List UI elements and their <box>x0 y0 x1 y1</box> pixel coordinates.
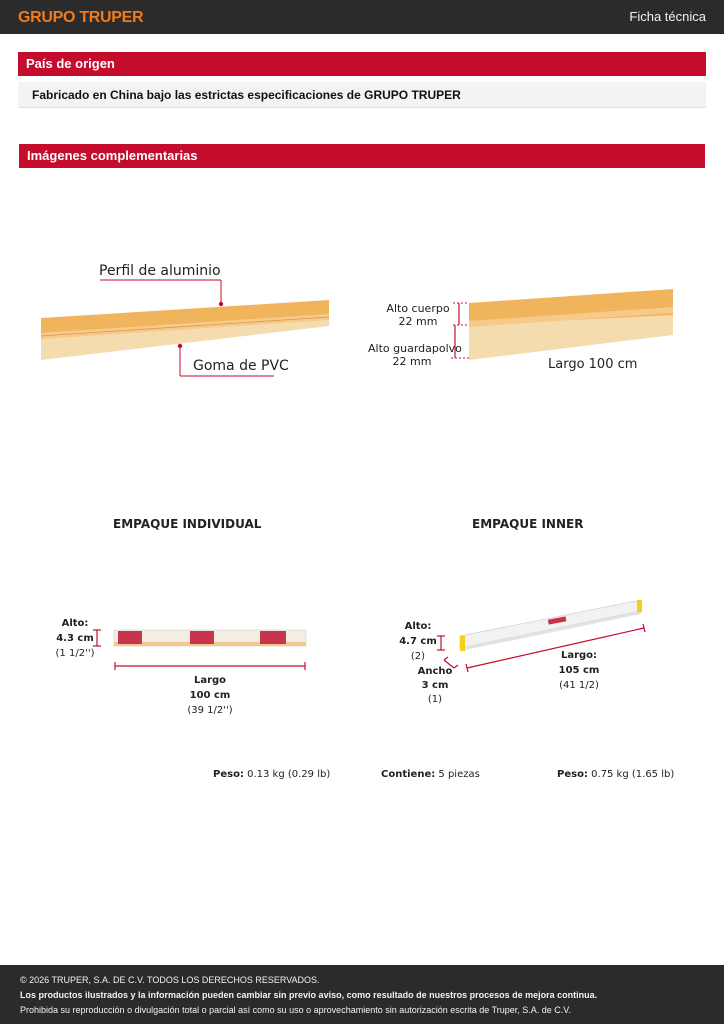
inner-width-title: Ancho <box>417 666 453 677</box>
inner-width-value: 3 cm <box>421 680 449 691</box>
inner-contents <box>381 769 480 780</box>
individual-height <box>50 616 100 661</box>
inner-length-value: 105 cm <box>558 665 600 676</box>
inner-height <box>395 619 441 664</box>
images-section-title: Imágenes complementarias <box>19 144 705 168</box>
body-height-value: 22 mm <box>398 315 438 328</box>
individual-weight-value: 0.13 kg (0.29 lb) <box>243 769 331 780</box>
inner-length-inch: (41 1/2) <box>559 680 599 691</box>
inner-pack-title: EMPAQUE INNER <box>472 517 584 531</box>
inner-length <box>548 648 610 693</box>
document-type: Ficha técnica <box>629 9 706 24</box>
length-label: Largo 100 cm <box>548 357 638 372</box>
inner-width-inch: (1) <box>427 694 443 705</box>
pack-label-1 <box>118 631 142 644</box>
footer-copyright: © 2026 TRUPER, S.A. DE C.V. TODOS LOS DERECHOS RESERVADOS. <box>20 975 320 985</box>
footer-notice: Los productos ilustrados y la información pueden cambiar sin previo aviso, como resultado de nuestros procesos de mejora continua. <box>20 990 598 1000</box>
inner-weight-value: 0.75 kg (1.65 lb) <box>587 769 675 780</box>
inner-width <box>412 665 458 707</box>
inner-height-title: Alto: <box>404 621 432 632</box>
inner-height-value: 4.7 cm <box>399 636 437 647</box>
individual-weight <box>213 769 330 780</box>
individual-length-title: Largo <box>193 675 227 686</box>
inner-weight <box>557 769 674 780</box>
inner-contents-title: Contiene: <box>381 769 436 780</box>
guard-height-title: Alto guardapolvo <box>368 342 462 355</box>
individual-height-inch: (1 1/2'') <box>55 648 95 659</box>
inner-pack-end-left <box>460 636 465 651</box>
individual-height-title: Alto: <box>61 618 89 629</box>
individual-length <box>178 673 242 718</box>
rubber-label: Goma de PVC <box>193 358 289 374</box>
dimensions-diagram <box>440 285 680 365</box>
footer <box>0 965 724 1024</box>
origin-text: Fabricado en China bajo las estrictas especificaciones de GRUPO TRUPER <box>18 82 706 108</box>
individual-pack-title: EMPAQUE INDIVIDUAL <box>113 517 262 531</box>
pack-label-2 <box>190 631 214 644</box>
individual-weight-title: Peso: <box>213 769 244 780</box>
guard-height-value: 22 mm <box>392 355 432 368</box>
header-bar <box>0 0 724 34</box>
guard-height-label <box>368 342 462 368</box>
pack-label-3 <box>260 631 286 644</box>
origin-section-title: País de origen <box>18 52 706 76</box>
inner-pack-end-right <box>637 600 642 612</box>
individual-length-value: 100 cm <box>189 690 231 701</box>
profile-label: Perfil de aluminio <box>99 263 221 279</box>
inner-pack-illustration <box>430 594 660 674</box>
body-height-title: Alto cuerpo <box>386 302 450 315</box>
inner-length-title: Largo: <box>560 650 598 661</box>
inner-height-inch: (2) <box>410 651 426 662</box>
brand-logo[interactable]: GRUPO TRUPER <box>18 9 144 26</box>
individual-length-inch: (39 1/2'') <box>187 705 233 716</box>
individual-height-value: 4.3 cm <box>56 633 94 644</box>
footer-legal: Prohibida su reproducción o divulgación total o parcial así como su uso o aprovechamiento sin autorización escrita de Truper, S.A. de C.V. <box>20 1005 571 1015</box>
body-height-label <box>386 302 450 328</box>
inner-weight-title: Peso: <box>557 769 588 780</box>
inner-contents-value: 5 piezas <box>435 769 480 780</box>
